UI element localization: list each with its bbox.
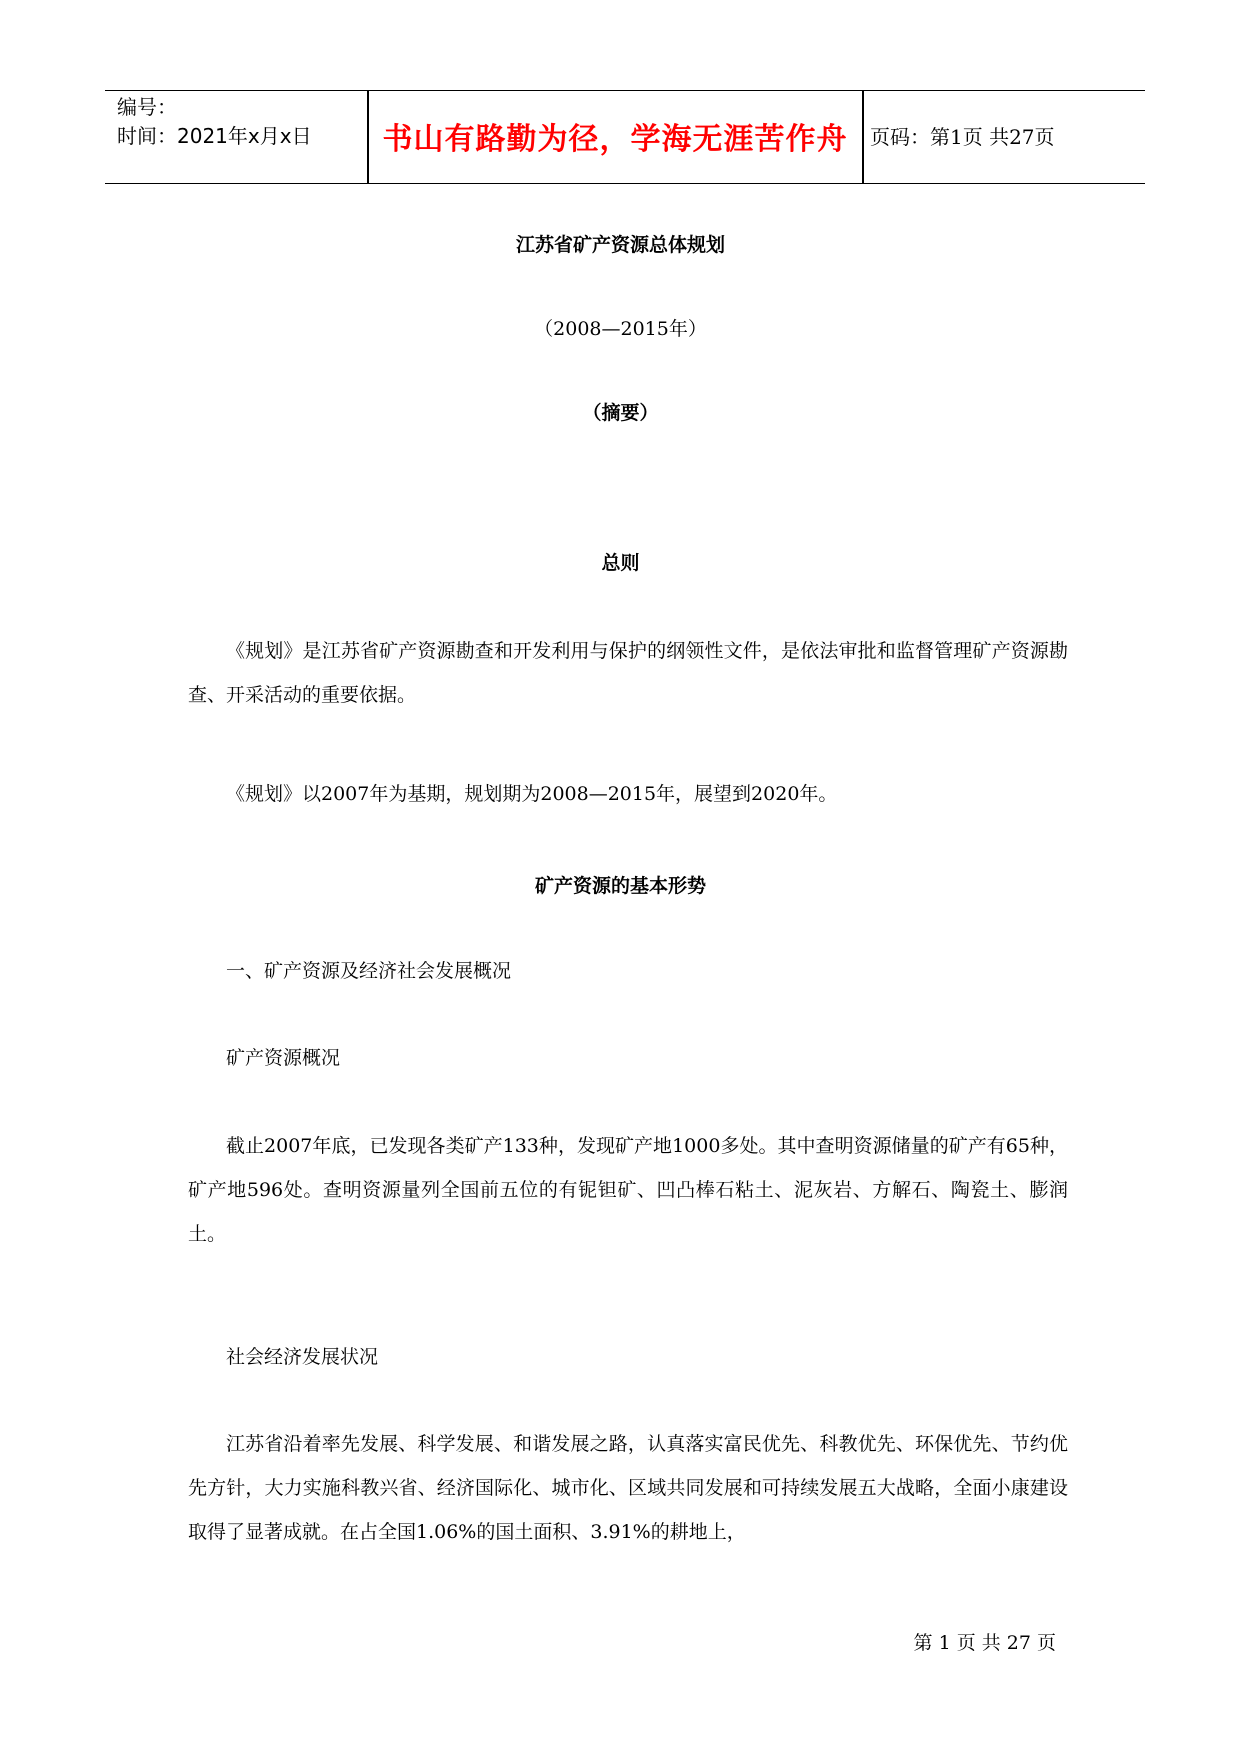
subsection-heading-1: 一、矿产资源及经济社会发展概况 bbox=[226, 960, 512, 982]
document-period: （2008—2015年） bbox=[534, 318, 707, 340]
page-header bbox=[105, 90, 1145, 184]
general-paragraph-1: 《规划》是江苏省矿产资源勘查和开发利用与保护的纲领性文件，是依法审批和监督管理矿产资源勘查、开采活动的重要依据。 bbox=[188, 640, 1068, 706]
subheading-resources: 矿产资源概况 bbox=[226, 1047, 341, 1069]
document-time-label: 时间：2021年x月x日 bbox=[117, 124, 312, 148]
abstract-label: （摘要） bbox=[582, 402, 659, 424]
resources-paragraph: 截止2007年底，已发现各类矿产133种，发现矿产地1000多处。其中查明资源储量的矿产有65种，矿产地596处。查明资源量列全国前五位的有铌钽矿、凹凸棒石粘土、泥灰岩、方解石、陶瓷土、膨润土。 bbox=[188, 1135, 1068, 1245]
header-page-info: 页码：第1页 共27页 bbox=[870, 125, 1055, 149]
document-title: 江苏省矿产资源总体规划 bbox=[515, 234, 725, 256]
section-heading-general: 总则 bbox=[601, 552, 640, 574]
general-paragraph-2: 《规划》以2007年为基期，规划期为2008—2015年，展望到2020年。 bbox=[226, 783, 838, 805]
economy-paragraph: 江苏省沿着率先发展、科学发展、和谐发展之路，认真落实富民优先、科教优先、环保优先、节约优先方针，大力实施科教兴省、经济国际化、城市化、区域共同发展和可持续发展五大战略，全面小康建设取得了显著成就。在占全国1.06%的国土面积、3.91%的耕地上， bbox=[188, 1433, 1068, 1543]
section-heading-situation: 矿产资源的基本形势 bbox=[534, 875, 706, 897]
page-footer: 第 1 页 共 27 页 bbox=[913, 1632, 1056, 1654]
header-divider-right bbox=[862, 91, 864, 183]
header-meta bbox=[117, 93, 367, 151]
header-motto: 书山有路勤为径，学海无涯苦作舟 bbox=[382, 122, 848, 157]
header-divider-left bbox=[367, 91, 369, 183]
document-number-label: 编号： bbox=[117, 95, 177, 119]
subheading-economy: 社会经济发展状况 bbox=[226, 1346, 379, 1368]
